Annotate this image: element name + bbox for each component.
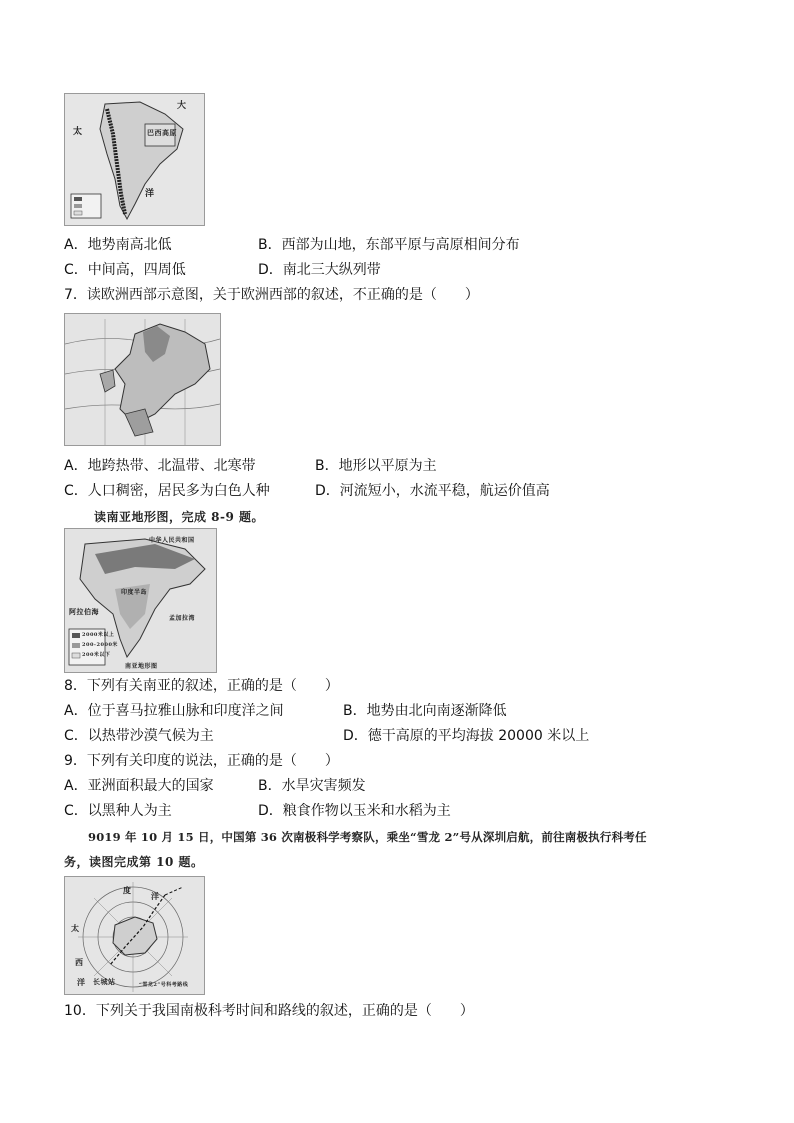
legend-200-2000: 200-2000米	[82, 642, 118, 648]
q7-option-c: C．人口稠密，居民多为白色人种	[64, 483, 270, 499]
western-europe-map	[64, 313, 221, 446]
south-america-map-drawing	[65, 94, 204, 225]
antarctic-legend-route: “雪龙2”号科考路线	[139, 982, 189, 988]
label-indian-peninsula: 印度半岛	[121, 589, 148, 596]
antarctic-route-map-drawing	[65, 877, 204, 994]
q7-stem: 7．读欧洲西部示意图，关于欧洲西部的叙述，不正确的是（ ）	[64, 287, 479, 303]
label-arabian-sea: 阿拉伯海	[69, 607, 99, 616]
antarctic-label-tai: 太	[71, 923, 80, 933]
map-label-da: 大	[177, 101, 187, 111]
map-label-tai: 太	[73, 127, 83, 137]
antarctic-label-great-wall-station: 长城站	[93, 977, 116, 986]
q6-option-a: A．地势南高北低	[64, 237, 172, 253]
q9-option-c: C．以黑种人为主	[64, 803, 172, 819]
q9-stem: 9．下列有关印度的说法，正确的是（ ）	[64, 753, 339, 769]
q10-stem: 10．下列关于我国南极科考时间和路线的叙述，正确的是（ ）	[64, 1003, 474, 1019]
q9-option-a: A．亚洲面积最大的国家	[64, 778, 214, 794]
western-europe-map-drawing	[65, 314, 220, 445]
q8-stem: 8．下列有关南亚的叙述，正确的是（ ）	[64, 678, 339, 694]
map-label-brazil-plateau: 巴西高原	[147, 128, 177, 137]
q6-option-b: B．西部为山地，东部平原与高原相间分布	[258, 237, 520, 253]
q8-option-d: D．德干高原的平均海拔 20000 米以上	[343, 728, 590, 744]
q7-option-b: B．地形以平原为主	[315, 458, 437, 474]
q6-option-d: D．南北三大纵列带	[258, 262, 381, 278]
antarctic-label-yang-top: 洋	[151, 891, 160, 901]
map-caption-south-asia: 南亚地形图	[125, 663, 158, 670]
label-bay-of-bengal: 孟加拉湾	[169, 615, 196, 622]
antarctic-label-xi: 西	[75, 957, 84, 967]
q7-option-a: A．地跨热带、北温带、北寒带	[64, 458, 256, 474]
q8-option-b: B．地势由北向南逐渐降低	[343, 703, 507, 719]
q8-option-c: C．以热带沙漠气候为主	[64, 728, 214, 744]
legend-below-200: 200米以下	[82, 652, 111, 658]
legend-above-2000: 2000米以上	[82, 632, 115, 638]
antarctic-label-du: 度	[123, 885, 132, 895]
q9-option-d: D．粮食作物以玉米和水稻为主	[258, 803, 451, 819]
q6-option-c: C．中间高，四周低	[64, 262, 186, 278]
south-america-map	[64, 93, 205, 226]
q7-option-d: D．河流短小，水流平稳，航运价值高	[315, 483, 550, 499]
intro-q10-line1: 9019 年 10 月 15 日，中国第 36 次南极科学考察队，乘坐“雪龙 2”号从深圳启航，前往南极执行科考任	[88, 830, 647, 844]
label-china: 中华人民共和国	[149, 537, 195, 544]
antarctic-label-yang-bottom: 洋	[77, 977, 86, 987]
antarctic-route-map	[64, 876, 205, 995]
map-label-yang: 洋	[145, 189, 155, 199]
intro-q10-line2: 务，读图完成第 10 题。	[64, 855, 204, 869]
q8-option-a: A．位于喜马拉雅山脉和印度洋之间	[64, 703, 284, 719]
south-asia-map	[64, 528, 217, 673]
intro-q8-9: 读南亚地形图，完成 8-9 题。	[94, 510, 265, 524]
q9-option-b: B．水旱灾害频发	[258, 778, 366, 794]
